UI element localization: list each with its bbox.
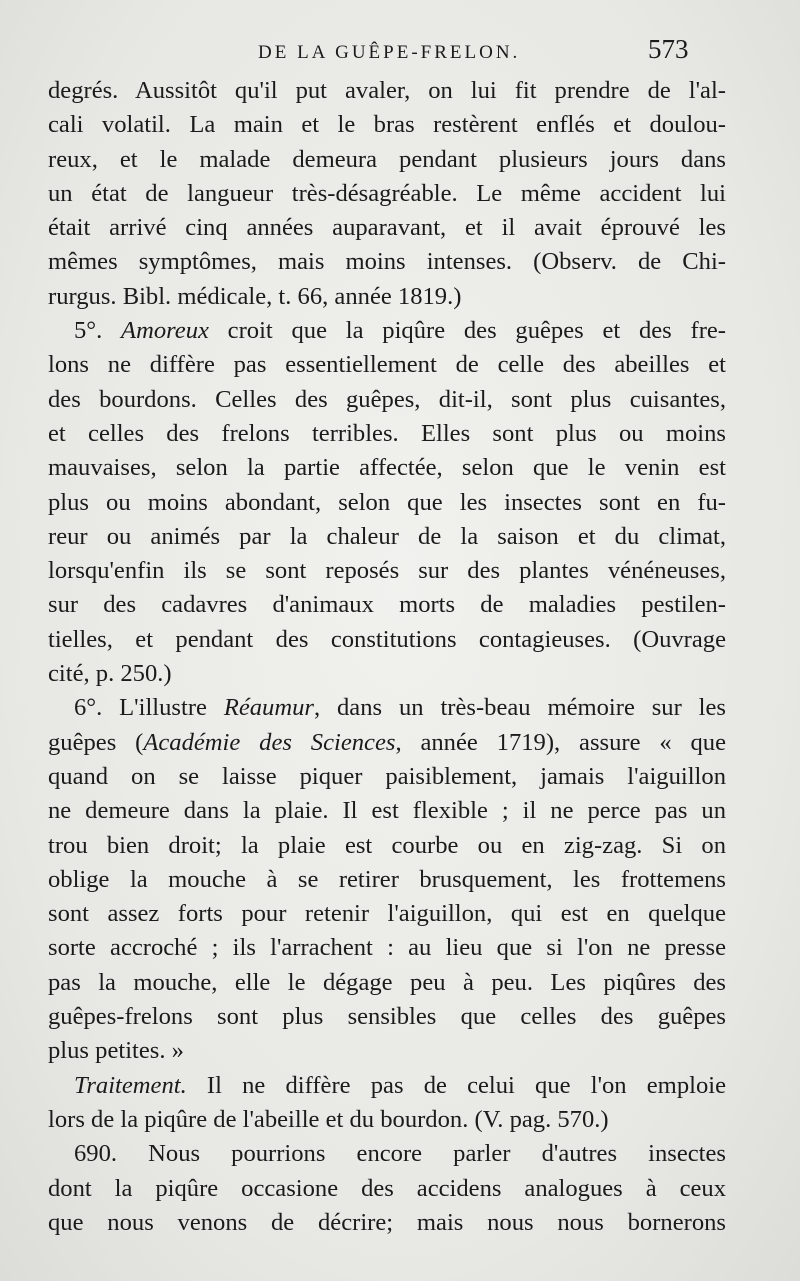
text-line: mauvaises, selon la partie affectée, selon que le venin est (48, 454, 726, 482)
text-line: tielles, et pendant des constitutions contagieuses. (Ouvrage (48, 625, 726, 653)
line-suffix: Il ne diffère pas de celui que l'on emploie (186, 1071, 726, 1099)
text-line: guêpes-frelons sont plus sensibles que celles des guêpes (48, 1003, 726, 1031)
paragraph-690-first-line: 690. Nous pourrions encore parler d'autres insectes (74, 1140, 726, 1168)
citation-academie: Académie des Sciences (143, 728, 396, 756)
text-line: était arrivé cinq années auparavant, et il avait éprouvé les (48, 214, 726, 242)
body-text (48, 74, 726, 1240)
text-line: trou bien droit; la plaie est courbe ou en zig-zag. Si on (48, 831, 726, 859)
traitement-heading: Traitement. (74, 1071, 187, 1099)
text-line: pas la mouche, elle le dégage peu à peu. Les piqûres des (48, 968, 726, 996)
traitement-first-line (48, 1069, 726, 1103)
line-prefix: 6°. L'illustre (74, 694, 224, 722)
text-line: dont la piqûre occasione des accidens analogues à ceux (48, 1174, 726, 1202)
text-line: oblige la mouche à se retirer brusquement, les frottemens (48, 865, 726, 893)
text-line: quand on se laisse piquer paisiblement, jamais l'aiguillon (48, 762, 726, 790)
text-line: sorte accroché ; ils l'arrachent : au lieu que si l'on ne presse (48, 934, 726, 962)
text-line: un état de langueur très-désagréable. Le même accident lui (48, 179, 726, 207)
text-line: et celles des frelons terribles. Elles sont plus ou moins (48, 419, 726, 447)
text-line (48, 726, 726, 760)
text-line: des bourdons. Celles des guêpes, dit-il, sont plus cuisantes, (48, 385, 726, 413)
text-line: reur ou animés par la chaleur de la saison et du climat, (48, 522, 726, 550)
page-number: 573 (648, 34, 689, 64)
line-suffix: , dans un très-beau mémoire sur les (313, 694, 726, 722)
line-suffix: croit que la piqûre des guêpes et des fre- (208, 317, 726, 345)
text-line: lorsqu'enfin ils se sont reposés sur des plantes vénéneuses, (48, 557, 726, 585)
text-line: lons ne diffère pas essentiellement de celle des abeilles et (48, 351, 726, 379)
text-line: sur des cadavres d'animaux morts de maladies pestilen- (48, 591, 726, 619)
text-line: reux, et le malade demeura pendant plusieurs jours dans (48, 145, 726, 173)
author-name-amoreux: Amoreux (121, 317, 209, 345)
paragraph-5-first-line (48, 314, 726, 348)
text-line: sont assez forts pour retenir l'aiguillon, qui est en quelque (48, 900, 726, 928)
text-line: ne demeure dans la plaie. Il est flexible ; il ne perce pas un (48, 797, 726, 825)
running-title: DE LA GUÊPE-FRELON. (258, 42, 521, 63)
paragraph-6-first-line (48, 691, 726, 725)
author-name-reaumur: Réaumur (223, 694, 314, 722)
text-line: que nous venons de décrire; mais nous nous bornerons (48, 1208, 726, 1236)
line-prefix: guêpes ( (48, 728, 144, 756)
text-line: plus petites. » (48, 1037, 184, 1065)
text-line: cali volatil. La main et le bras restèrent enflés et doulou- (48, 111, 726, 139)
page-header (0, 34, 800, 74)
text-line: mêmes symptômes, mais moins intenses. (Observ. de Chi- (48, 248, 726, 276)
text-line: degrés. Aussitôt qu'il put avaler, on lui fit prendre de l'al- (48, 77, 726, 104)
text-line: cité, p. 250.) (48, 660, 172, 688)
text-line: lors de la piqûre de l'abeille et du bourdon. (V. pag. 570.) (48, 1105, 609, 1133)
text-line: rurgus. Bibl. médicale, t. 66, année 1819.) (48, 282, 462, 310)
text-line: plus ou moins abondant, selon que les insectes sont en fu- (48, 488, 726, 516)
line-prefix: 5°. (74, 317, 122, 345)
line-suffix: , année 1719), assure « que (395, 728, 726, 756)
